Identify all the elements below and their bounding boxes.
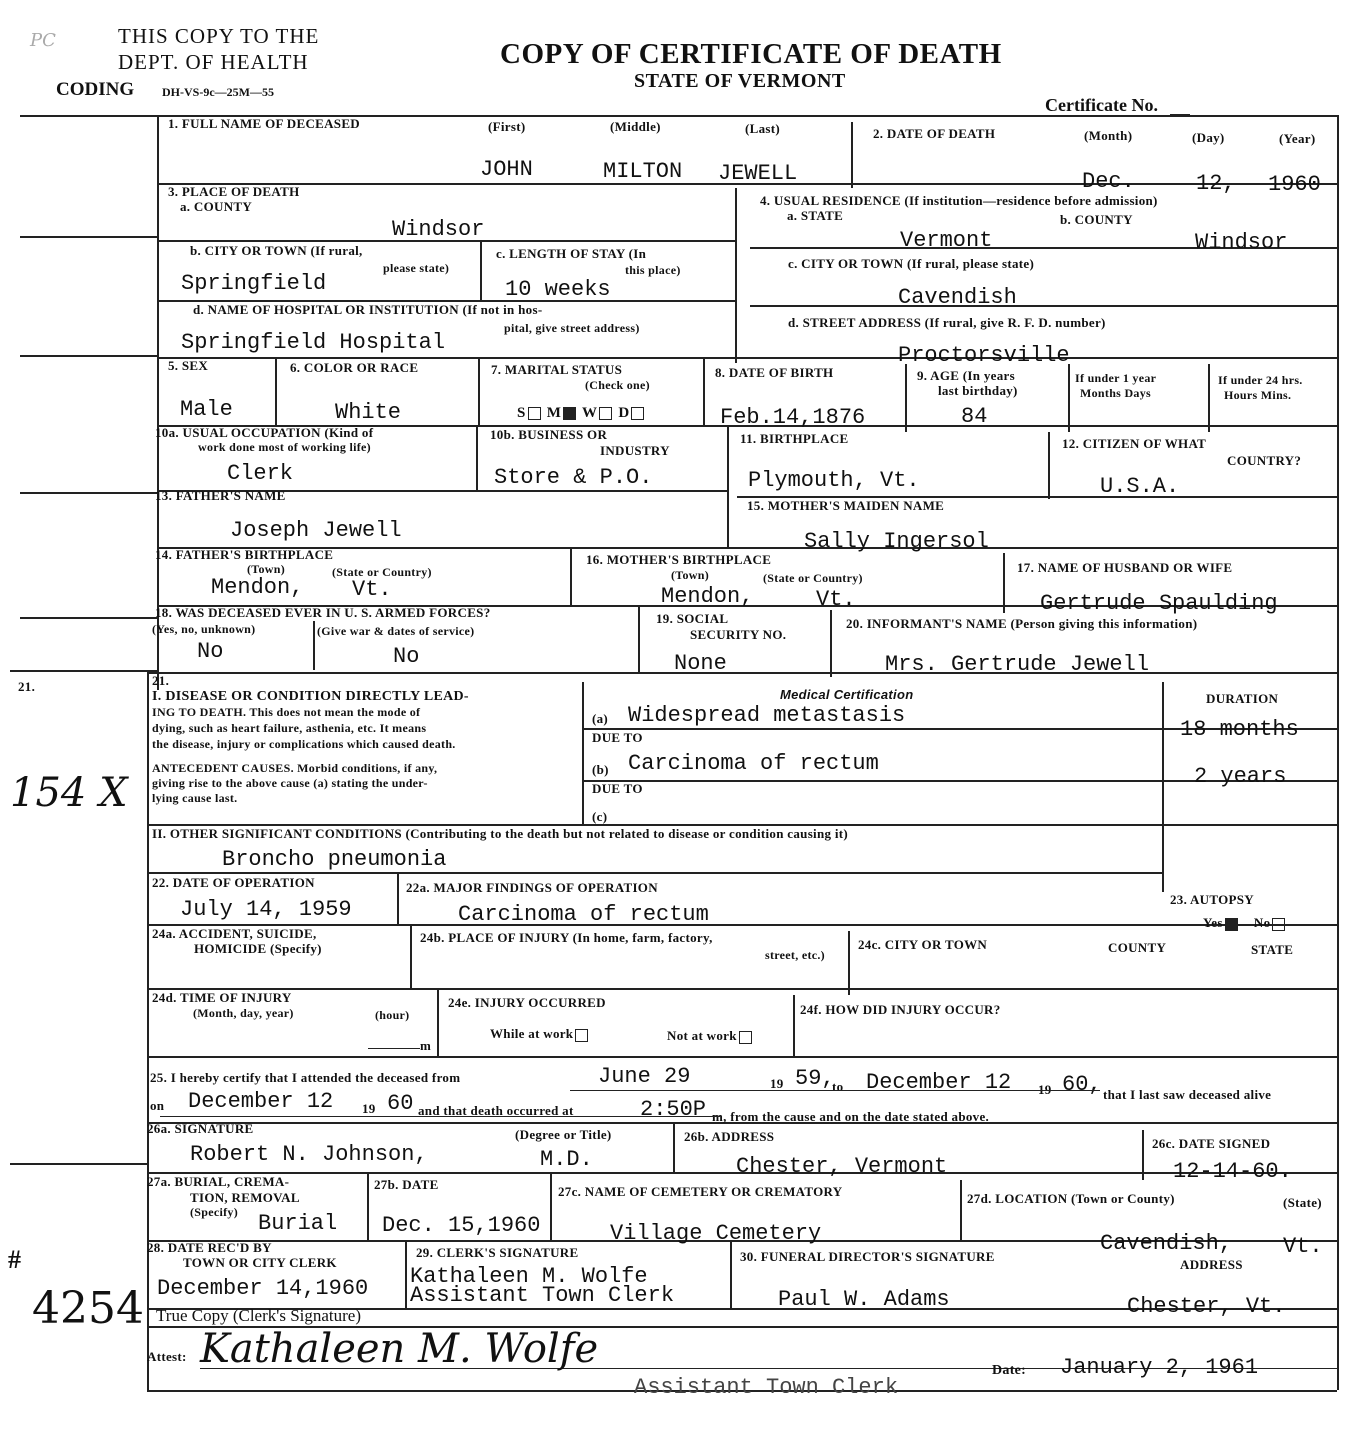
- field-21-number: 21.: [152, 673, 170, 688]
- field-25-text-2: 19: [770, 1076, 784, 1091]
- field-27b-label: 27b. DATE: [374, 1177, 439, 1192]
- cause-i-line3: dying, such as heart failure, asthenia, etc. It means: [152, 721, 427, 735]
- field-25-text-3: to: [832, 1079, 844, 1094]
- field-3a-label: a. COUNTY: [180, 199, 253, 214]
- field-24b-sublabel: street, etc.): [765, 948, 825, 962]
- other-conditions-value: Broncho pneumonia: [222, 847, 447, 872]
- field-24d-m: m: [420, 1038, 432, 1053]
- field-2-year-label: (Year): [1279, 131, 1316, 146]
- ssn-value: None: [674, 651, 727, 676]
- death-county: Windsor: [392, 217, 485, 242]
- field-25-text-7: 19: [362, 1101, 376, 1116]
- date-signed: 12-14-60.: [1173, 1159, 1292, 1184]
- field-23-label: 23. AUTOPSY: [1170, 892, 1254, 907]
- disposition-value: Burial: [258, 1211, 338, 1236]
- cemetery-name: Village Cemetery: [610, 1221, 822, 1246]
- field-22a-label: 22a. MAJOR FINDINGS OF OPERATION: [406, 880, 658, 895]
- field-5-label: 5. SEX: [168, 358, 209, 373]
- cause-a-value: Widespread metastasis: [628, 703, 906, 728]
- length-of-stay: 10 weeks: [505, 277, 611, 302]
- burial-date: Dec. 15,1960: [382, 1213, 541, 1238]
- mother-maiden-name: Sally Ingersol: [804, 529, 989, 554]
- field-18-label: 18. WAS DECEASED EVER IN U. S. ARMED FORCES?: [155, 605, 491, 620]
- field-7-sublabel: (Check one): [585, 378, 650, 392]
- attest-signature: Kathaleen M. Wolfe: [200, 1326, 599, 1372]
- autopsy-no-checkbox[interactable]: [1272, 918, 1285, 931]
- field-25-text-6: on: [150, 1098, 165, 1113]
- cause-c-label: (c): [592, 809, 608, 824]
- funeral-director-address: Chester, Vt.: [1127, 1294, 1286, 1319]
- residence-state: Vermont: [900, 228, 993, 253]
- informant-name: Mrs. Gertrude Jewell: [885, 652, 1150, 677]
- certificate-title: COPY OF CERTIFICATE OF DEATH: [500, 38, 1002, 70]
- clerk-signature-name: Kathaleen M. Wolfe: [410, 1264, 648, 1289]
- field-27a-label: 27a. BURIAL, CREMA-: [147, 1174, 290, 1189]
- field-18-sublabel-1: (Yes, no, unknown): [152, 622, 256, 636]
- field-16-town-label: (Town): [671, 568, 710, 582]
- war-service-value: No: [393, 644, 420, 669]
- death-year: 1960: [1268, 172, 1321, 197]
- field-14-label: 14. FATHER'S BIRTHPLACE: [155, 547, 334, 562]
- field-2-label: 2. DATE OF DEATH: [873, 126, 996, 141]
- hash-mark: #: [8, 1245, 21, 1274]
- autopsy-no-label: No: [1253, 915, 1271, 930]
- field-3b-label: b. CITY OR TOWN (If rural,: [190, 243, 363, 258]
- field-8-label: 8. DATE OF BIRTH: [715, 365, 834, 380]
- under-1-year-sublabel: Months Days: [1080, 386, 1151, 400]
- field-4b-label: b. COUNTY: [1060, 212, 1133, 227]
- physician-address: Chester, Vermont: [736, 1154, 948, 1179]
- residence-county: Windsor: [1195, 230, 1288, 255]
- certificate-no-label: Certificate No.: [1045, 95, 1158, 115]
- birthplace-value: Plymouth, Vt.: [748, 468, 920, 493]
- deceased-first-name: JOHN: [480, 157, 533, 182]
- field-20-label: 20. INFORMANT'S NAME (Person giving this information): [846, 616, 1198, 631]
- field-27a-specify: (Specify): [190, 1205, 239, 1219]
- marital-d-label: D: [618, 405, 630, 421]
- field-9-sublabel: last birthday): [938, 383, 1018, 398]
- field-25-text-4: 19: [1038, 1082, 1052, 1097]
- marital-w-label: W: [581, 405, 598, 421]
- death-month: Dec.: [1082, 169, 1135, 194]
- marital-m-checkbox[interactable]: [563, 407, 576, 420]
- antecedent-line1: ANTECEDENT CAUSES. Morbid conditions, if any,: [152, 761, 438, 775]
- mother-birth-town: Mendon,: [661, 584, 754, 609]
- cause-i-line2: ING TO DEATH. This does not mean the mode of: [152, 705, 421, 719]
- father-name: Joseph Jewell: [230, 518, 402, 543]
- field-22-label: 22. DATE OF OPERATION: [152, 875, 315, 890]
- field-27c-label: 27c. NAME OF CEMETERY OR CREMATORY: [558, 1184, 843, 1199]
- field-15-label: 15. MOTHER'S MAIDEN NAME: [747, 498, 945, 513]
- marital-status-row: [517, 406, 646, 420]
- field-14-town-label: (Town): [247, 562, 286, 576]
- father-birth-state: Vt.: [352, 577, 392, 602]
- field-16-label: 16. MOTHER'S BIRTHPLACE: [586, 552, 772, 567]
- antecedent-line3: lying cause last.: [152, 791, 238, 805]
- race-value: White: [335, 400, 402, 425]
- cause-a-label: (a): [592, 711, 609, 726]
- field-10a-label: 10a. USUAL OCCUPATION (Kind of: [155, 425, 374, 440]
- field-28-label: 28. DATE REC'D BY: [147, 1240, 272, 1255]
- field-26c-label: 26c. DATE SIGNED: [1152, 1136, 1271, 1151]
- marital-d-checkbox[interactable]: [631, 407, 644, 420]
- medical-certification-heading: Medical Certification: [780, 687, 914, 702]
- due-to-label-1: DUE TO: [592, 730, 643, 745]
- field-26a-label: 26a. SIGNATURE: [147, 1121, 254, 1136]
- field-24e-label: 24e. INJURY OCCURRED: [448, 995, 606, 1010]
- field-25-text-1: 25. I hereby certify that I attended the deceased from: [150, 1070, 461, 1085]
- field-2-month-label: (Month): [1084, 128, 1133, 143]
- field-7-label: 7. MARITAL STATUS: [491, 362, 623, 377]
- physician-degree: M.D.: [540, 1147, 593, 1172]
- field-3c-label: c. LENGTH OF STAY (In: [496, 246, 647, 261]
- field-1-last-label: (Last): [745, 121, 781, 136]
- register-number: 4254: [32, 1283, 144, 1334]
- antecedent-line2: giving rise to the above cause (a) stating the under-: [152, 776, 428, 790]
- field-25-text-9: m, from the cause and on the date stated above.: [712, 1109, 990, 1124]
- operation-date: July 14, 1959: [180, 897, 352, 922]
- cemetery-town: Cavendish,: [1100, 1231, 1233, 1256]
- industry-value: Store & P.O.: [494, 465, 653, 490]
- armed-forces-value: No: [197, 639, 224, 664]
- field-1-middle-label: (Middle): [610, 119, 661, 134]
- duration-label: DURATION: [1206, 691, 1279, 706]
- field-11-label: 11. BIRTHPLACE: [740, 431, 849, 446]
- under-1-year-label: If under 1 year: [1075, 371, 1157, 385]
- field-25-text-5: that I last saw deceased alive: [1103, 1087, 1272, 1102]
- cause-b-label: (b): [592, 762, 609, 777]
- age-value: 84: [961, 404, 988, 429]
- pc-mark: PC: [30, 30, 56, 51]
- cause-b-value: Carcinoma of rectum: [628, 751, 879, 776]
- handwritten-code: 154 X: [10, 770, 128, 816]
- marital-s-checkbox[interactable]: [528, 407, 541, 420]
- field-24c-county-label: COUNTY: [1108, 940, 1167, 955]
- field-4-label: 4. USUAL RESIDENCE (If institution—residence before admission): [760, 193, 1158, 208]
- field-3d-label: d. NAME OF HOSPITAL OR INSTITUTION (If not in hos-: [193, 302, 543, 317]
- deceased-middle-name: MILTON: [603, 159, 683, 184]
- funeral-director-name: Paul W. Adams: [778, 1287, 950, 1312]
- field-29-label: 29. CLERK'S SIGNATURE: [416, 1245, 579, 1260]
- field-27a-sublabel: TION, REMOVAL: [190, 1190, 300, 1205]
- field-12-sublabel: COUNTRY?: [1227, 453, 1302, 468]
- field-3b-sublabel: please state): [383, 261, 450, 275]
- certificate-subtitle: STATE OF VERMONT: [634, 70, 846, 92]
- autopsy-yes-label: Yes: [1203, 915, 1223, 930]
- hospital-name: Springfield Hospital: [181, 330, 446, 355]
- field-3c-sublabel: this place): [625, 263, 681, 277]
- coding-label: CODING: [56, 79, 135, 100]
- field-25-text-8: and that death occurred at: [418, 1103, 574, 1118]
- field-24c-state-label: STATE: [1251, 942, 1294, 957]
- while-at-work-checkbox[interactable]: [575, 1029, 588, 1042]
- field-24d-label: 24d. TIME OF INJURY: [152, 990, 292, 1005]
- true-copy-label: True Copy (Clerk's Signature): [156, 1306, 362, 1325]
- field-10b-sublabel: INDUSTRY: [600, 443, 670, 458]
- field-10a-sublabel: work done most of working life): [198, 440, 371, 454]
- field-24a-label: 24a. ACCIDENT, SUICIDE,: [152, 926, 317, 941]
- attended-to-year: 60,: [1062, 1072, 1102, 1097]
- cemetery-state: Vt.: [1283, 1234, 1323, 1259]
- field-1-label: 1. FULL NAME OF DECEASED: [168, 116, 360, 131]
- marital-w-checkbox[interactable]: [599, 407, 612, 420]
- residence-city: Cavendish: [898, 285, 1017, 310]
- field-27d-label: 27d. LOCATION (Town or County): [967, 1191, 1175, 1206]
- field-3-label: 3. PLACE OF DEATH: [168, 184, 300, 199]
- autopsy-yes-checkbox[interactable]: [1225, 918, 1238, 931]
- not-at-work-label: Not at work: [667, 1028, 737, 1043]
- footer-date-label: Date:: [992, 1363, 1027, 1378]
- marital-m-label: M: [546, 405, 562, 421]
- field-4d-label: d. STREET ADDRESS (If rural, give R. F. D. number): [788, 315, 1106, 330]
- field-19-sublabel: SECURITY NO.: [690, 627, 787, 642]
- footer-date: January 2, 1961: [1060, 1355, 1259, 1380]
- citizenship-value: U.S.A.: [1100, 474, 1180, 499]
- field-30-address-label: ADDRESS: [1180, 1257, 1243, 1272]
- attended-from-year: 59,: [795, 1066, 835, 1091]
- death-city: Springfield: [181, 271, 327, 296]
- attest-title: Assistant Town Clerk: [634, 1375, 899, 1400]
- field-27d-state-label: (State): [1283, 1195, 1322, 1210]
- death-day: 12,: [1196, 171, 1236, 196]
- field-3d-sublabel: pital, give street address): [504, 321, 640, 335]
- spouse-name: Gertrude Spaulding: [1040, 591, 1278, 616]
- under-24-hrs-label: If under 24 hrs.: [1218, 373, 1303, 387]
- field-24a-sublabel: HOMICIDE (Specify): [194, 941, 322, 956]
- due-to-label-2: DUE TO: [592, 781, 643, 796]
- deceased-last-name: JEWELL: [718, 161, 798, 186]
- field-18-sublabel-2: (Give war & dates of service): [317, 624, 475, 638]
- field-14-state-label: (State or Country): [332, 565, 432, 579]
- while-at-work-label: While at work: [490, 1026, 574, 1041]
- field-19-label: 19. SOCIAL: [656, 611, 729, 626]
- field-24b-label: 24b. PLACE OF INJURY (In home, farm, factory,: [420, 930, 713, 945]
- clerk-received-date: December 14,1960: [157, 1276, 369, 1301]
- marital-s-label: S: [517, 405, 526, 421]
- field-24f-label: 24f. HOW DID INJURY OCCUR?: [800, 1002, 1001, 1017]
- occupation-value: Clerk: [227, 461, 294, 486]
- field-2-day-label: (Day): [1192, 130, 1225, 145]
- injury-not-at-work: [667, 1029, 754, 1044]
- field-12-label: 12. CITIZEN OF WHAT: [1062, 436, 1207, 451]
- mother-birth-state: Vt.: [816, 587, 856, 612]
- attest-label: Attest:: [147, 1349, 187, 1364]
- last-seen-date: December 12: [188, 1089, 334, 1114]
- death-time: 2:50P: [640, 1097, 707, 1122]
- field-6-label: 6. COLOR OR RACE: [290, 360, 419, 375]
- father-birth-town: Mendon,: [211, 575, 304, 600]
- form-code: DH-VS-9c—25M—55: [162, 85, 274, 99]
- autopsy-options: [1203, 916, 1287, 931]
- field-24c-label: 24c. CITY OR TOWN: [858, 937, 988, 952]
- field-26a-degree-label: (Degree or Title): [515, 1127, 612, 1142]
- field-16-state-label: (State or Country): [763, 571, 863, 585]
- clerk-signature-title: Assistant Town Clerk: [410, 1283, 675, 1308]
- copy-note-line1: THIS COPY TO THE: [118, 24, 320, 48]
- margin-item-21: 21.: [18, 679, 36, 694]
- field-28-sublabel: TOWN OR CITY CLERK: [183, 1255, 337, 1270]
- birth-date: Feb.14,1876: [720, 405, 866, 430]
- field-4a-label: a. STATE: [787, 208, 844, 223]
- other-conditions-label: II. OTHER SIGNIFICANT CONDITIONS (Contributing to the death but not related to disease or condition causing it): [152, 826, 849, 841]
- cause-a-duration: 18 months: [1180, 717, 1299, 742]
- attended-from-date: June 29: [598, 1064, 691, 1089]
- not-at-work-checkbox[interactable]: [739, 1031, 752, 1044]
- field-10b-label: 10b. BUSINESS OR: [490, 427, 608, 442]
- copy-note-line2: DEPT. OF HEALTH: [118, 50, 309, 74]
- injury-while-at-work: [490, 1027, 590, 1042]
- field-26b-label: 26b. ADDRESS: [684, 1129, 775, 1144]
- field-13-label: 13. FATHER'S NAME: [155, 488, 286, 503]
- physician-name: Robert N. Johnson,: [190, 1142, 428, 1167]
- field-24d-sublabel: (Month, day, year): [193, 1006, 294, 1020]
- field-24d-hour-label: (hour): [375, 1008, 410, 1022]
- sex-value: Male: [180, 397, 233, 422]
- cause-b-duration: 2 years: [1194, 764, 1287, 789]
- field-1-first-label: (First): [488, 119, 526, 134]
- field-9-label: 9. AGE (In years: [917, 368, 1015, 383]
- cause-i-line1: I. DISEASE OR CONDITION DIRECTLY LEAD-: [152, 689, 469, 704]
- attended-to-date: December 12: [866, 1070, 1012, 1095]
- residence-street: Proctorsville: [898, 343, 1070, 368]
- operation-findings: Carcinoma of rectum: [458, 902, 709, 927]
- under-24-hrs-sublabel: Hours Mins.: [1224, 388, 1292, 402]
- field-30-label: 30. FUNERAL DIRECTOR'S SIGNATURE: [740, 1249, 995, 1264]
- cause-i-line4: the disease, injury or complications which caused death.: [152, 737, 456, 751]
- field-17-label: 17. NAME OF HUSBAND OR WIFE: [1017, 560, 1233, 575]
- field-4c-label: c. CITY OR TOWN (If rural, please state): [788, 256, 1035, 271]
- last-seen-year: 60: [387, 1091, 414, 1116]
